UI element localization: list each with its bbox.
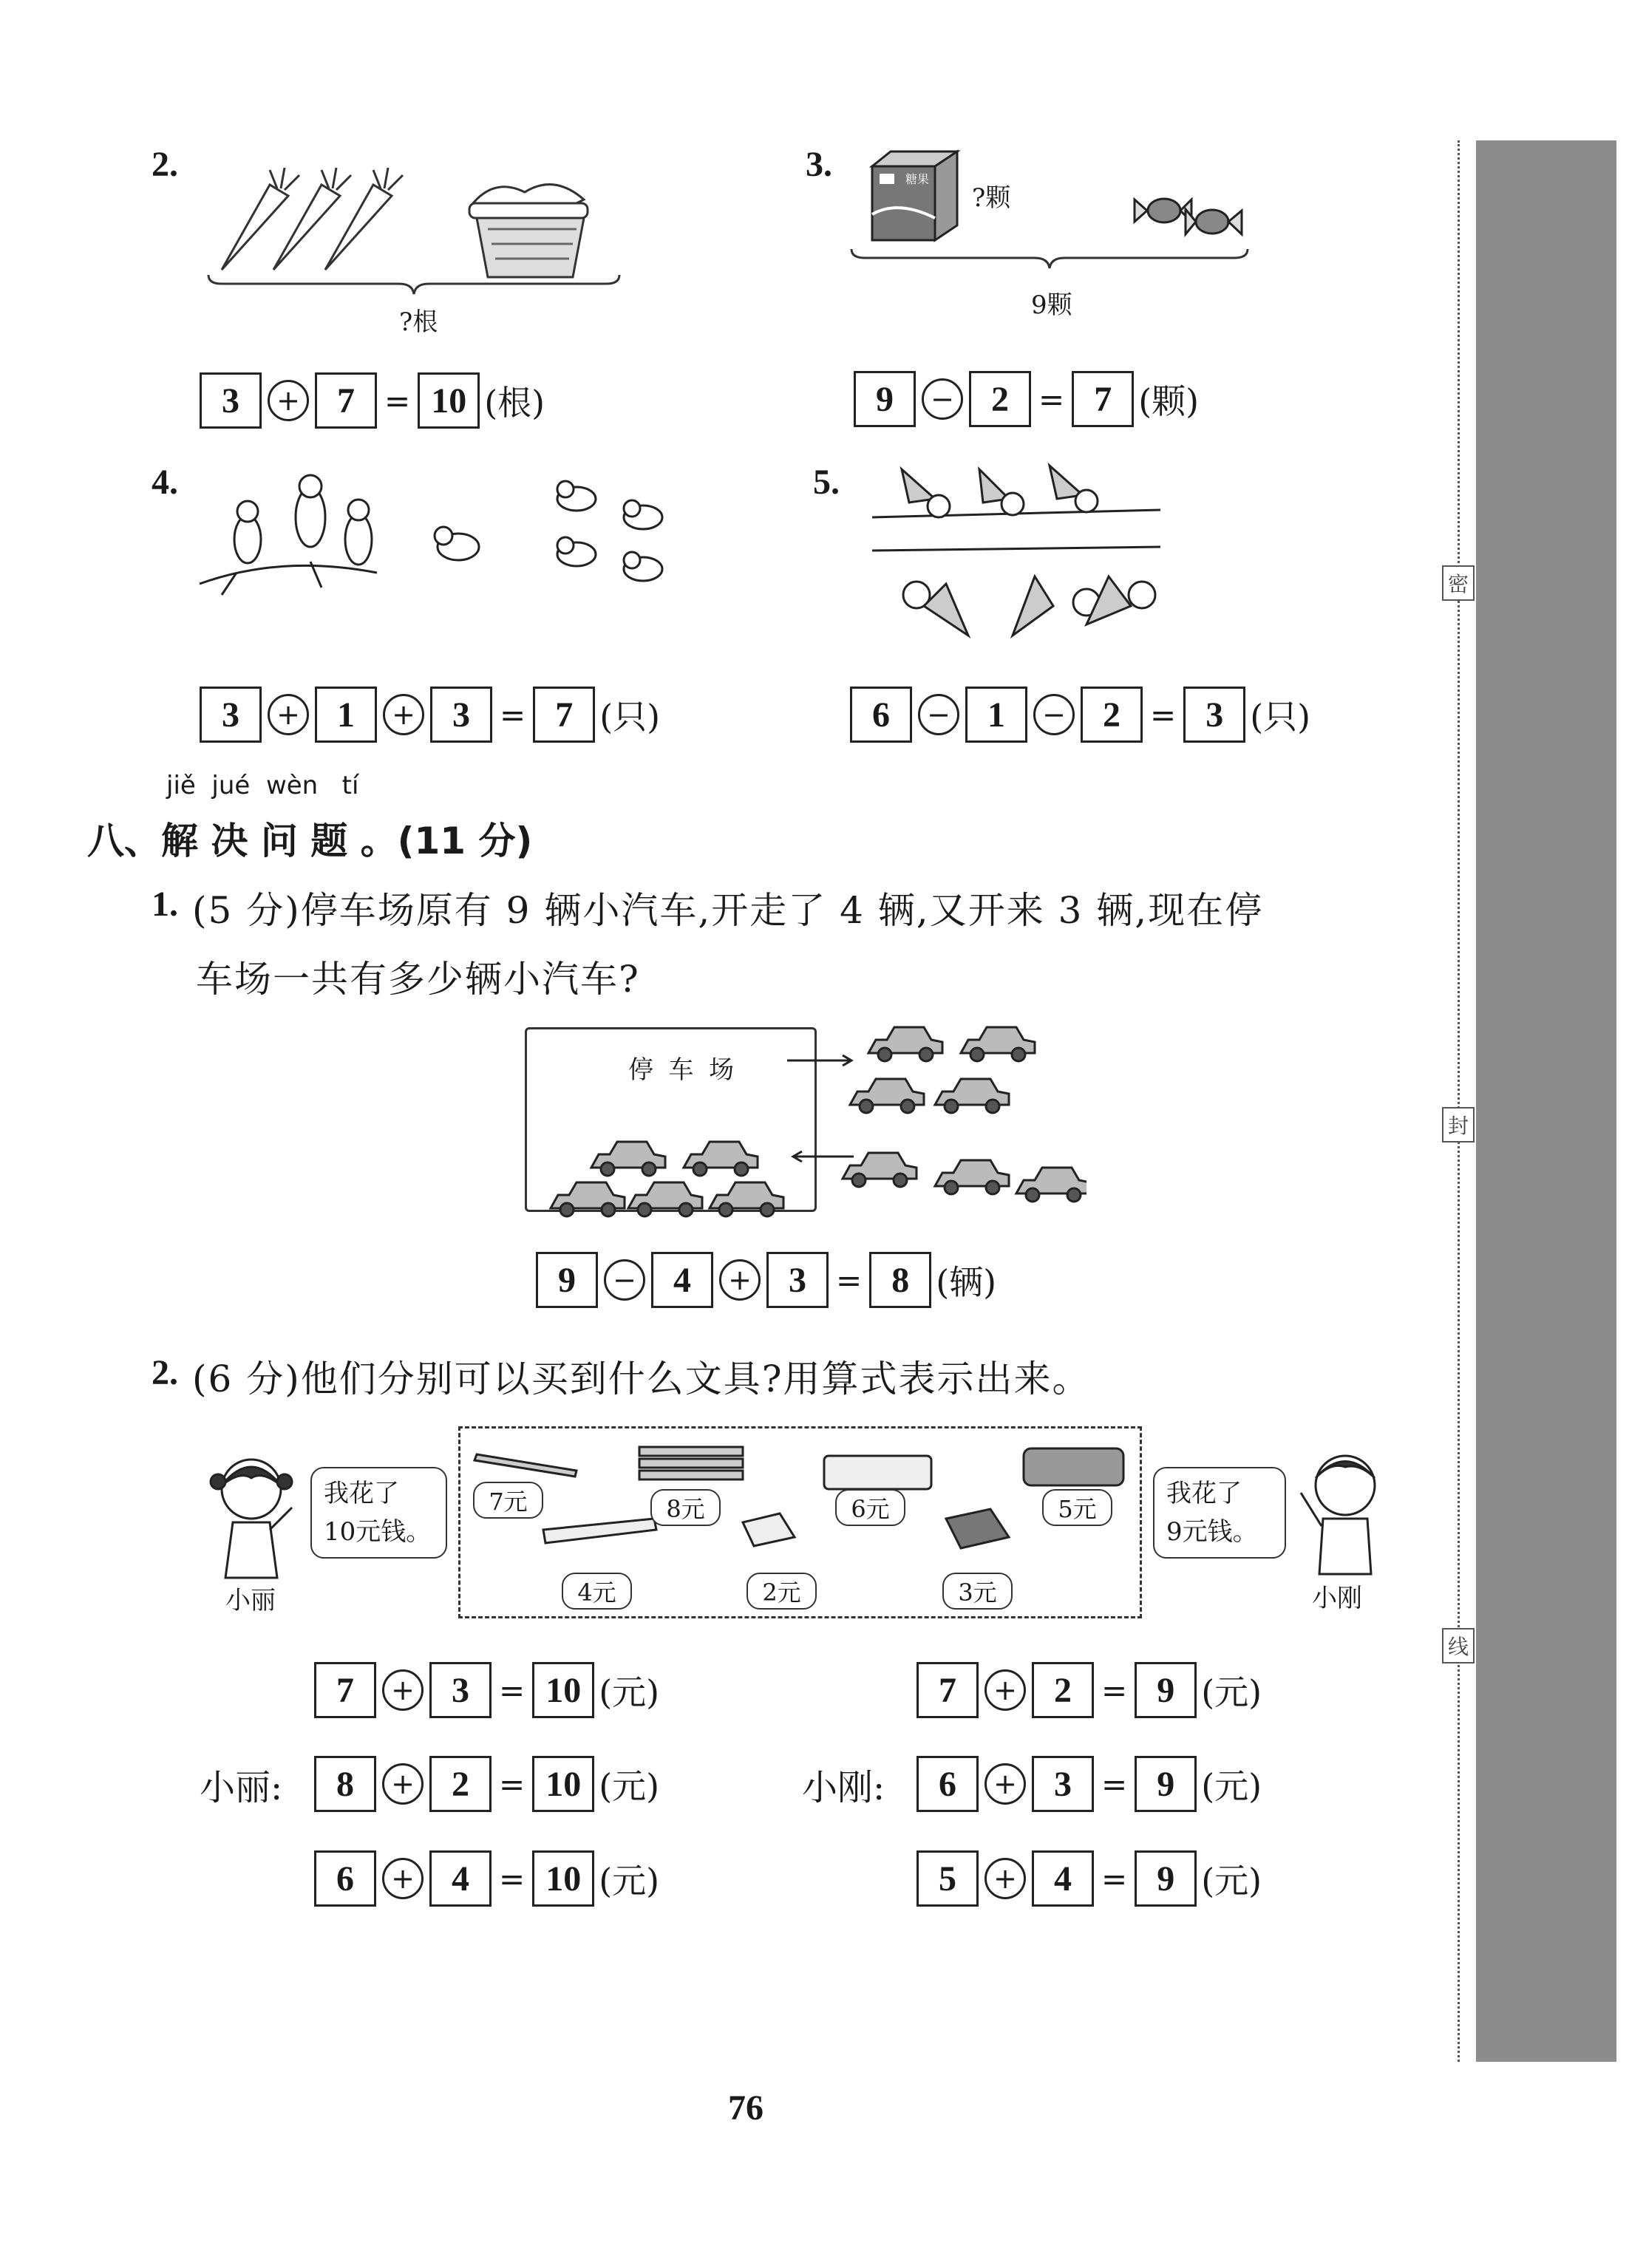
answer-box[interactable]: 9 bbox=[536, 1252, 598, 1308]
candy-box-label: 糖果 bbox=[905, 172, 930, 186]
operator-circle[interactable]: + bbox=[984, 1858, 1026, 1899]
answer-box[interactable]: 3 bbox=[429, 1662, 492, 1718]
boy-bubble-line1: 我花了 bbox=[1166, 1479, 1242, 1508]
q4-equation bbox=[200, 684, 660, 746]
answer-box[interactable]: 9 bbox=[1135, 1662, 1197, 1718]
q4-number: 4. bbox=[152, 463, 178, 502]
carrots-illustration bbox=[207, 159, 636, 292]
price-sharpener: 3元 bbox=[942, 1573, 1013, 1610]
answer-box[interactable]: 10 bbox=[532, 1662, 594, 1718]
p2-number: 2. bbox=[152, 1353, 178, 1392]
page-number: 76 bbox=[728, 2088, 764, 2128]
answer-box[interactable]: 9 bbox=[1135, 1756, 1197, 1812]
unit-label: (只) bbox=[1250, 697, 1311, 737]
answer-box[interactable]: 3 bbox=[766, 1252, 829, 1308]
answer-box[interactable]: 6 bbox=[314, 1850, 376, 1907]
boy-name: 小刚 bbox=[1312, 1584, 1362, 1613]
answer-box[interactable]: 9 bbox=[854, 371, 916, 427]
binding-dotted-line bbox=[1458, 140, 1460, 2062]
girl-bubble-line1: 我花了 bbox=[324, 1479, 399, 1508]
answer-box[interactable]: 3 bbox=[1032, 1756, 1094, 1812]
operator-circle[interactable]: + bbox=[984, 1763, 1026, 1805]
girl-label: 小丽: bbox=[200, 1767, 283, 1808]
section8-title: 八、解 决 问 题 。(11 分) bbox=[87, 820, 533, 862]
parking-lot-label: 停 车 场 bbox=[628, 1055, 734, 1085]
answer-box[interactable]: 7 bbox=[916, 1662, 979, 1718]
equals-sign: = bbox=[836, 1261, 863, 1298]
p1-number: 1. bbox=[152, 885, 178, 924]
girl-xiaoli-illustration bbox=[203, 1448, 307, 1596]
cars-illustration bbox=[525, 1012, 1086, 1219]
answer-box[interactable]: 8 bbox=[869, 1252, 931, 1308]
operator-circle[interactable]: + bbox=[383, 694, 424, 735]
equals-sign: = bbox=[1101, 1860, 1128, 1897]
birds-on-wire-illustration bbox=[865, 458, 1175, 665]
answer-box[interactable]: 7 bbox=[1072, 371, 1134, 427]
operator-circle[interactable]: + bbox=[984, 1669, 1026, 1711]
boy-equation-3 bbox=[916, 1848, 1262, 1910]
girl-equation-1 bbox=[314, 1659, 659, 1721]
unit-label: (元) bbox=[599, 1672, 660, 1712]
equals-sign: = bbox=[1038, 381, 1065, 418]
unit-label: (颗) bbox=[1138, 381, 1200, 421]
equals-sign: = bbox=[1101, 1765, 1128, 1802]
answer-box[interactable]: 2 bbox=[1081, 687, 1143, 743]
answer-box[interactable]: 7 bbox=[315, 372, 377, 429]
boy-speech-bubble bbox=[1153, 1467, 1286, 1559]
answer-box[interactable]: 8 bbox=[314, 1756, 376, 1812]
answer-box[interactable]: 6 bbox=[850, 687, 912, 743]
q3-box-caption: ?颗 bbox=[972, 183, 1011, 213]
girl-name: 小丽 bbox=[225, 1586, 276, 1615]
unit-label: (元) bbox=[1201, 1766, 1262, 1806]
answer-box[interactable]: 4 bbox=[651, 1252, 713, 1308]
answer-box[interactable]: 2 bbox=[969, 371, 1031, 427]
answer-box[interactable]: 10 bbox=[418, 372, 480, 429]
answer-box[interactable]: 7 bbox=[314, 1662, 376, 1718]
seal-mi: 密 bbox=[1442, 565, 1475, 601]
equals-sign: = bbox=[500, 696, 526, 733]
unit-label: (元) bbox=[599, 1766, 660, 1806]
answer-box[interactable]: 7 bbox=[533, 687, 595, 743]
candy-box-icon bbox=[868, 148, 965, 244]
q3-number: 3. bbox=[806, 145, 832, 184]
q2-equation bbox=[200, 370, 545, 432]
p1-equation bbox=[536, 1249, 996, 1311]
answer-box[interactable]: 2 bbox=[1032, 1662, 1094, 1718]
operator-circle[interactable]: + bbox=[268, 694, 309, 735]
q3-equation bbox=[854, 368, 1199, 430]
equals-sign: = bbox=[499, 1672, 526, 1709]
equals-sign: = bbox=[1150, 696, 1177, 733]
unit-label: (元) bbox=[1201, 1861, 1262, 1901]
price-ruler: 4元 bbox=[562, 1573, 632, 1610]
section8-pinyin: jiě jué wèn tí bbox=[166, 771, 359, 800]
answer-box[interactable]: 3 bbox=[200, 687, 262, 743]
q2-number: 2. bbox=[152, 145, 178, 184]
price-pencils: 8元 bbox=[650, 1489, 721, 1526]
answer-box[interactable]: 3 bbox=[1183, 687, 1245, 743]
answer-box[interactable]: 4 bbox=[429, 1850, 492, 1907]
answer-box[interactable]: 6 bbox=[916, 1756, 979, 1812]
answer-box[interactable]: 3 bbox=[200, 372, 262, 429]
operator-circle[interactable]: − bbox=[922, 378, 963, 420]
answer-box[interactable]: 1 bbox=[315, 687, 377, 743]
operator-circle[interactable]: − bbox=[604, 1259, 645, 1301]
boy-bubble-line2: 9元钱。 bbox=[1166, 1517, 1258, 1547]
price-pen: 7元 bbox=[473, 1482, 543, 1519]
answer-box[interactable]: 5 bbox=[916, 1850, 979, 1907]
boy-equation-1 bbox=[916, 1659, 1262, 1721]
operator-circle[interactable]: − bbox=[1033, 694, 1075, 735]
answer-box[interactable]: 4 bbox=[1032, 1850, 1094, 1907]
price-pencil-case: 5元 bbox=[1042, 1489, 1112, 1526]
operator-circle[interactable]: + bbox=[382, 1669, 424, 1711]
q3-caption: 9颗 bbox=[1031, 290, 1072, 320]
girl-equation-3 bbox=[314, 1848, 659, 1910]
q3-brace bbox=[850, 248, 1249, 270]
q5-equation bbox=[850, 684, 1310, 746]
price-box: 2元 bbox=[747, 1573, 817, 1610]
operator-circle[interactable]: + bbox=[382, 1763, 424, 1805]
seal-feng: 封 bbox=[1442, 1107, 1475, 1142]
birds-illustration bbox=[192, 458, 710, 606]
answer-box[interactable]: 2 bbox=[429, 1756, 492, 1812]
unit-label: (根) bbox=[484, 383, 545, 423]
answer-box[interactable]: 9 bbox=[1135, 1850, 1197, 1907]
answer-box[interactable]: 3 bbox=[430, 687, 492, 743]
answer-box[interactable]: 1 bbox=[965, 687, 1027, 743]
q2-brace bbox=[207, 273, 621, 296]
boy-equation-2 bbox=[916, 1753, 1262, 1815]
price-eraser: 6元 bbox=[835, 1489, 905, 1526]
operator-circle[interactable]: + bbox=[719, 1259, 761, 1301]
unit-label: (元) bbox=[1201, 1672, 1262, 1712]
girl-bubble-line2: 10元钱。 bbox=[324, 1517, 432, 1547]
p2-text: (6 分)他们分别可以买到什么文具?用算式表示出来。 bbox=[192, 1358, 1091, 1400]
operator-circle[interactable]: + bbox=[268, 380, 309, 421]
p1-text-line1: (5 分)停车场原有 9 辆小汽车,开走了 4 辆,又开来 3 辆,现在停 bbox=[192, 889, 1264, 932]
equals-sign: = bbox=[499, 1860, 526, 1897]
girl-speech-bubble bbox=[310, 1467, 447, 1559]
operator-circle[interactable]: − bbox=[918, 694, 959, 735]
boy-xiaogang-illustration bbox=[1293, 1441, 1397, 1589]
answer-box[interactable]: 10 bbox=[532, 1850, 594, 1907]
answer-box[interactable]: 10 bbox=[532, 1756, 594, 1812]
boy-label: 小刚: bbox=[802, 1767, 885, 1808]
candies-icon bbox=[1131, 181, 1249, 248]
operator-circle[interactable]: + bbox=[382, 1858, 424, 1899]
p1-text-line2: 车场一共有多少辆小汽车? bbox=[196, 958, 640, 1001]
q2-caption: ?根 bbox=[399, 307, 438, 337]
unit-label: (元) bbox=[599, 1861, 660, 1901]
binding-margin-strip bbox=[1476, 140, 1616, 2062]
equals-sign: = bbox=[384, 382, 411, 419]
unit-label: (只) bbox=[599, 697, 661, 737]
equals-sign: = bbox=[1101, 1672, 1128, 1709]
girl-equation-2 bbox=[314, 1753, 659, 1815]
q5-number: 5. bbox=[813, 463, 840, 502]
unit-label: (辆) bbox=[936, 1262, 997, 1302]
equals-sign: = bbox=[499, 1765, 526, 1802]
seal-xian: 线 bbox=[1442, 1628, 1475, 1663]
